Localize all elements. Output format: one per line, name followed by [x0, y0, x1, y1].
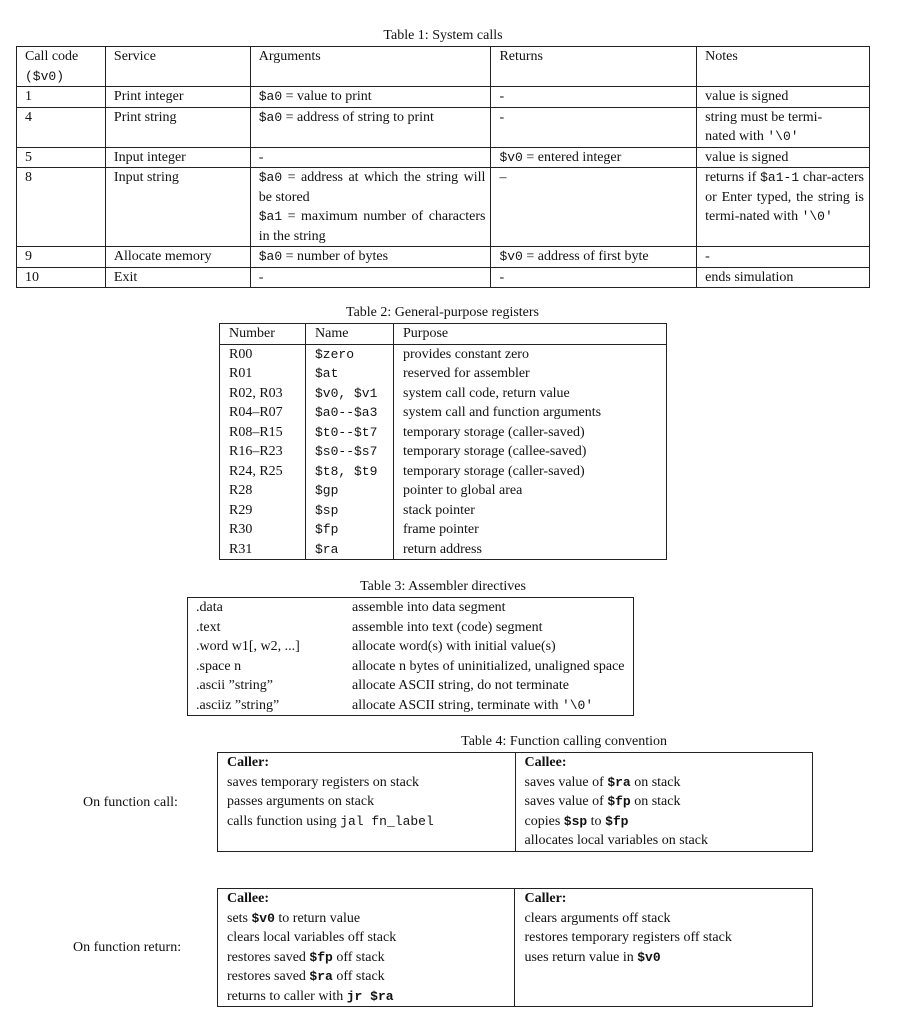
register-number: R08–R15 [229, 424, 283, 440]
table-row [220, 481, 667, 501]
call-code-cell: 9 [17, 247, 106, 268]
caller-column: Caller: clears arguments off stack restores temporary registers off stack uses return value in $v0 [515, 889, 813, 1007]
caller-column: Caller: saves temporary registers on stack passes arguments on stack calls function using jal fn_label [227, 755, 434, 829]
table-header-row [220, 324, 667, 345]
register-purpose: system call and function arguments [394, 403, 667, 423]
directives-table [187, 597, 634, 716]
callee-column: Callee: saves value of $ra on stack saves value of $fp on stack copies $sp to $fp allocates local variables on stack [515, 753, 813, 852]
on-function-return-label: On function return: [73, 940, 182, 955]
table4-caption: Table 4: Function calling convention [461, 734, 667, 749]
system-calls-table [16, 46, 870, 288]
col-header-call-code: Call code ($v0) [17, 47, 106, 87]
call-code-cell: 4 [17, 107, 106, 147]
register-number: R16–R23 [229, 444, 283, 459]
table-row [188, 657, 634, 677]
table-row [218, 889, 813, 1007]
register-name: $at [306, 364, 394, 384]
meaning-cell: assemble into text (code) segment [352, 619, 543, 635]
notes-cell: returns if $a1-1 char-acters or Enter typed, the string is termi-nated with '\0' [697, 168, 870, 247]
directive-cell: .text [196, 619, 221, 635]
register-number: R04–R07 [229, 405, 283, 420]
register-purpose: temporary storage (callee-saved) [394, 442, 667, 462]
register-number: R01 [229, 366, 253, 381]
column-heading: Callee: [227, 891, 269, 906]
notes-cell: value is signed [697, 147, 870, 168]
function-call-table [217, 752, 813, 852]
meaning-cell: allocate ASCII string, terminate with '\0' [352, 697, 594, 713]
register-name: $gp [306, 481, 394, 501]
register-purpose: stack pointer [394, 501, 667, 521]
table-row [17, 267, 870, 288]
notes-cell: - [697, 247, 870, 268]
table-row [188, 618, 634, 638]
table-row [220, 540, 667, 560]
returns-cell: - [491, 267, 697, 288]
table2-caption: Table 2: General-purpose registers [346, 305, 539, 320]
table-row [220, 344, 667, 364]
notes-cell: string must be termi- nated with '\0' [697, 107, 870, 147]
arguments-cell: $a0 = value to print [250, 87, 491, 108]
register-name: $t0--$t7 [306, 423, 394, 443]
register-name: $a0--$a3 [306, 403, 394, 423]
service-cell: Input integer [105, 147, 250, 168]
call-code-cell: 8 [17, 168, 106, 247]
callee-column: Callee: sets $v0 to return value clears local variables off stack restores saved $fp off stack restores saved $ra off stack returns to caller with jr $ra [227, 891, 397, 1004]
register-number: R00 [229, 346, 253, 362]
function-return-table [217, 888, 813, 1007]
directive-cell: .space n [196, 658, 242, 674]
col-header-notes: Notes [697, 47, 870, 87]
table-row [17, 168, 870, 247]
service-cell: Print string [105, 107, 250, 147]
on-function-call-label: On function call: [83, 795, 178, 810]
arguments-cell: $a0 = address of string to print [250, 107, 491, 147]
arguments-cell: - [250, 267, 491, 288]
call-code-cell: 5 [17, 147, 106, 168]
meaning-cell: allocate ASCII string, do not terminate [352, 678, 569, 693]
table-row [220, 384, 667, 404]
table-row [220, 462, 667, 482]
registers-table [219, 323, 667, 560]
col-header-service: Service [105, 47, 250, 87]
table-row [218, 753, 813, 852]
service-cell: Exit [105, 267, 250, 288]
returns-cell: – [491, 168, 697, 247]
table-row [220, 520, 667, 540]
column-heading: Callee: [524, 755, 567, 770]
arguments-cell: - [250, 147, 491, 168]
register-name: $sp [306, 501, 394, 521]
service-cell: Allocate memory [105, 247, 250, 268]
directive-cell: .asciiz ”string” [196, 697, 280, 713]
col-header-purpose: Purpose [394, 324, 667, 345]
register-name: $ra [306, 540, 394, 560]
register-purpose: provides constant zero [394, 344, 667, 364]
table-row [220, 364, 667, 384]
register-number: R30 [229, 522, 253, 537]
column-heading: Caller: [227, 755, 269, 770]
meaning-cell: assemble into data segment [352, 600, 506, 615]
meaning-cell: allocate word(s) with initial value(s) [352, 639, 556, 654]
column-heading: Caller: [524, 891, 567, 906]
notes-cell: ends simulation [697, 267, 870, 288]
directive-cell: .data [196, 600, 223, 615]
table-row [188, 598, 634, 618]
table-row [220, 442, 667, 462]
register-name: $s0--$s7 [306, 442, 394, 462]
register-purpose: reserved for assembler [394, 364, 667, 384]
register-name: $fp [306, 520, 394, 540]
table-row [220, 501, 667, 521]
table-row [188, 696, 634, 716]
arguments-cell: $a0 = number of bytes [250, 247, 491, 268]
register-purpose: return address [394, 540, 667, 560]
col-header-name: Name [306, 324, 394, 345]
returns-cell: $v0 = address of first byte [491, 247, 697, 268]
register-purpose: system call code, return value [394, 384, 667, 404]
table-row [17, 147, 870, 168]
col-header-number: Number [220, 324, 306, 345]
notes-cell: value is signed [697, 87, 870, 108]
table-row [220, 423, 667, 443]
register-number: R28 [229, 483, 253, 498]
directive-cell: .word w1[, w2, ...] [196, 639, 300, 654]
register-number: R31 [229, 541, 253, 557]
meaning-cell: allocate n bytes of uninitialized, unaligned space [352, 658, 625, 674]
register-number: R24, R25 [229, 463, 283, 479]
table-row [17, 87, 870, 108]
register-purpose: temporary storage (caller-saved) [394, 423, 667, 443]
col-header-arguments: Arguments [250, 47, 491, 87]
arguments-cell: $a0 = address at which the string will be stored $a1 = maximum number of characters in the string [250, 168, 491, 247]
call-code-cell: 1 [17, 87, 106, 108]
service-cell: Input string [105, 168, 250, 247]
table-row [17, 247, 870, 268]
call-code-cell: 10 [17, 267, 106, 288]
table3-caption: Table 3: Assembler directives [360, 579, 526, 594]
returns-cell: - [491, 87, 697, 108]
returns-cell: - [491, 107, 697, 147]
returns-cell: $v0 = entered integer [491, 147, 697, 168]
register-purpose: frame pointer [394, 520, 667, 540]
col-header-returns: Returns [491, 47, 697, 87]
directive-cell: .ascii ”string” [196, 678, 273, 693]
register-purpose: pointer to global area [394, 481, 667, 501]
table1-caption: Table 1: System calls [383, 28, 503, 43]
register-name: $zero [306, 344, 394, 364]
register-number: R29 [229, 502, 253, 518]
table-row [220, 403, 667, 423]
table-header-row [17, 47, 870, 87]
table-row [17, 107, 870, 147]
table-row [188, 637, 634, 657]
table-row [188, 676, 634, 696]
service-cell: Print integer [105, 87, 250, 108]
register-purpose: temporary storage (caller-saved) [394, 462, 667, 482]
register-name: $v0, $v1 [306, 384, 394, 404]
register-name: $t8, $t9 [306, 462, 394, 482]
register-number: R02, R03 [229, 385, 283, 401]
